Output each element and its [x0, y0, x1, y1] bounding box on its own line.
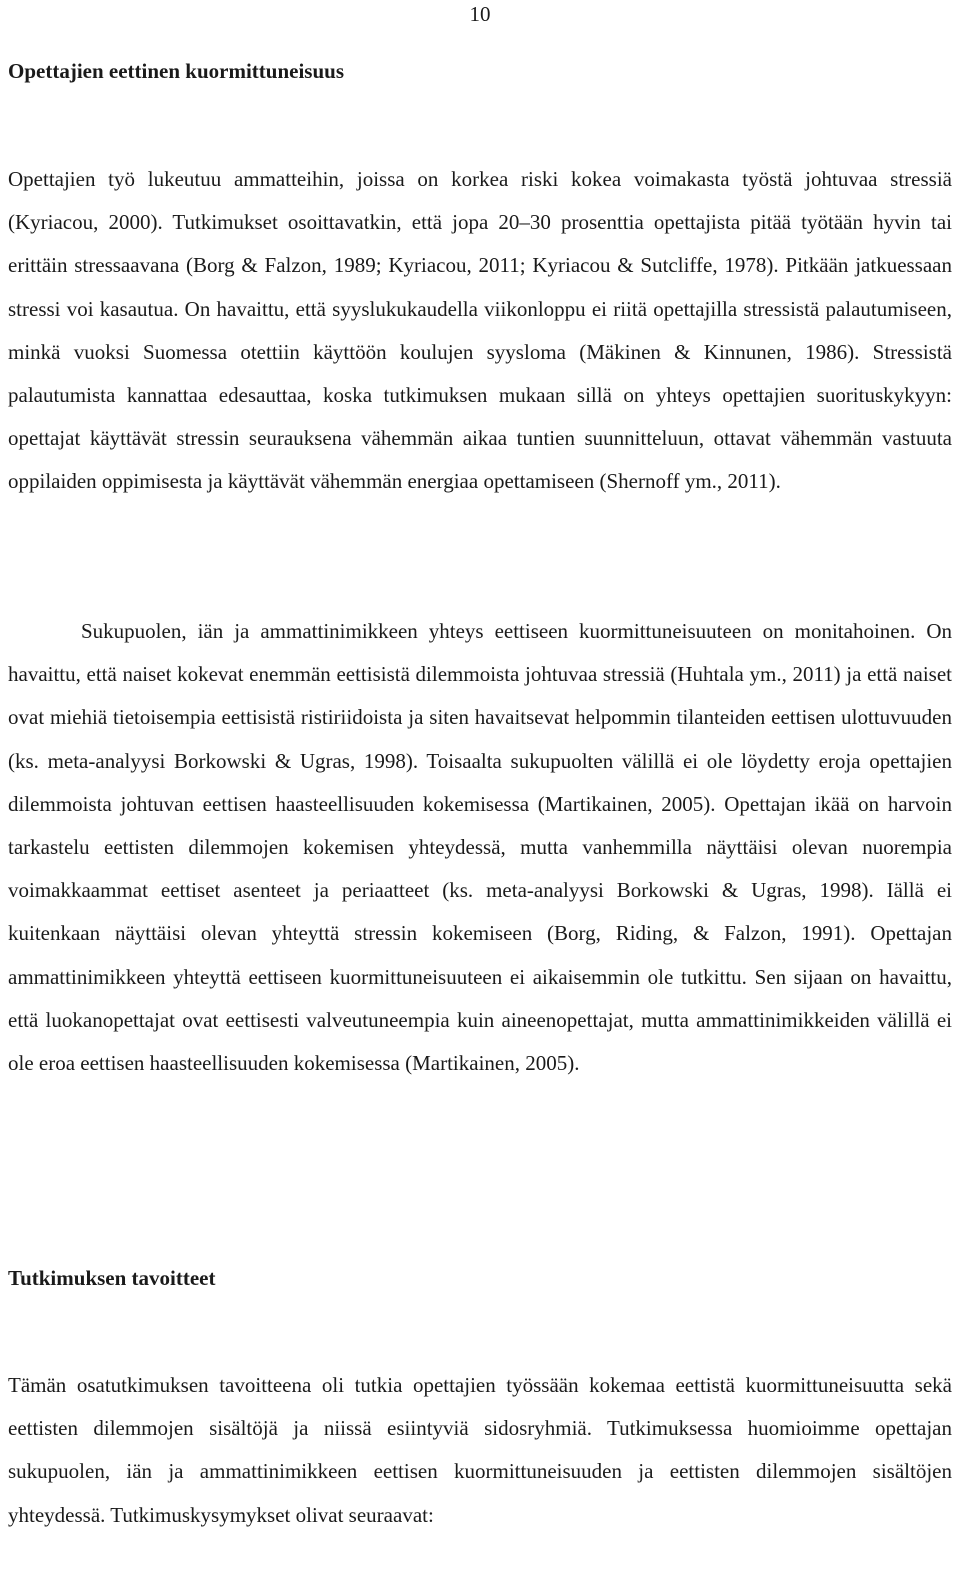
page-number: 10 — [469, 2, 491, 26]
paragraph-teacher-stress: Opettajien työ lukeutuu ammatteihin, joissa on korkea riski kokea voimakasta työstä johtuvaa stressiä (Kyriacou, 2000). Tutkimukset osoittavatkin, että jopa 20–30 prosenttia opettajista pitää työtään hyvin tai erittäin stressaavana (Borg & Falzon, 1989; Kyriacou, 2011; Kyriacou & Sutcliffe, 1978). Pitkään jatkuessaan stressi voi kasautua. On havaittu, että syyslukukaudella viikonloppu ei riitä opettajilla stressistä palautumiseen, minkä vuoksi Suomessa otettiin käyttöön koulujen syysloma (Mäkinen & Kinnunen, 1986). Stressistä palautumista kannattaa edesauttaa, koska tutkimuksen mukaan sillä on yhteys opettajien suorituskykyyn: opettajat käyttävät stressin seurauksena vähemmän aikaa tuntien suunnitteluun, ottavat vähemmän vastuuta oppilaiden oppimisesta ja käyttävät vähemmän energiaa opettamiseen (Shernoff ym., 2011). — [8, 167, 952, 494]
paragraph-research-goals: Tämän osatutkimuksen tavoitteena oli tutkia opettajien työssään kokemaa eettistä kuormittuneisuutta sekä eettisten dilemmojen sisältöjä ja niissä esiintyviä sidosryhmiä. Tutkimuksessa huomioimme opettajan sukupuolen, iän ja ammattinimikkeen eettisen kuormittuneisuuden ja eettisten dilemmojen sisältöjen yhteydessä. Tutkimuskysymykset olivat seuraavat: — [8, 1373, 952, 1527]
section-heading-research-goals: Tutkimuksen tavoitteet — [8, 1266, 216, 1290]
paragraph-gender-age-title: Sukupuolen, iän ja ammattinimikkeen yhteys eettiseen kuormittuneisuuteen on monitahoinen. On havaittu, että naiset kokevat enemmän eettisistä dilemmoista johtuvaa stressiä (Huhtala ym., 2011) ja että naiset ovat miehiä tietoisempia eettisistä ristiriidoista ja siten havaitsevat helpommin tilanteiden eettisen ulottuvuuden (ks. meta-analyysi Borkowski & Ugras, 1998). Toisaalta sukupuolten välillä ei ole löydetty eroja opettajien dilemmoista johtuvan eettisen haasteellisuuden kokemisessa (Martikainen, 2005). Opettajan ikää on harvoin tarkastelu eettisten dilemmojen kokemisen yhteydessä, mutta vanhemmilla näyttäisi olevan nuorempia voimakkaammat eettiset asenteet ja periaatteet (ks. meta-analyysi Borkowski & Ugras, 1998). Iällä ei kuitenkaan näyttäisi olevan yhteyttä stressin kokemiseen (Borg, Riding, & Falzon, 1991). Opettajan ammattinimikkeen yhteyttä eettiseen kuormittuneisuuteen ei aikaisemmin ole tutkittu. Sen sijaan on havaittu, että luokanopettajat ovat eettisesti valveutuneempia kuin aineenopettajat, mutta ammattinimikkeiden välillä ei ole eroa eettisen haasteellisuuden kokemisessa (Martikainen, 2005). — [8, 619, 952, 1076]
section-heading-ethical-strain: Opettajien eettinen kuormittuneisuus — [8, 59, 344, 83]
